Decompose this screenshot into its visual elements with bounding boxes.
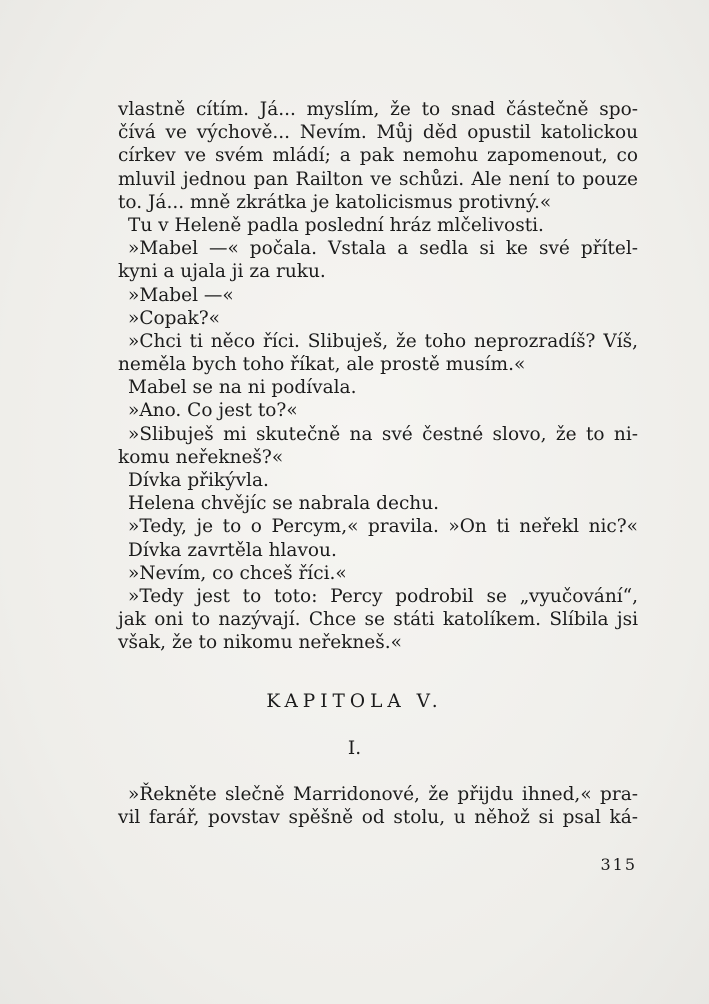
text-line: vil farář, povstav spěšně od stolu, u něhož si psal ká- [118, 807, 638, 829]
text-line: »Tedy, je to o Percym,« pravila. »On ti neřekl nic?« [128, 516, 638, 538]
text-line: to. Já... mně zkrátka je katolicismus protivný.« [118, 191, 552, 213]
chapter-text [118, 783, 638, 829]
text-line: neměla bych toho říkat, ale prostě musím.« [118, 354, 526, 376]
text-line: církev ve svém mládí; a pak nemohu zapomenout, co [118, 145, 638, 167]
chapter-heading: KAPITOLA V. [266, 691, 443, 712]
text-line: komu neřekneš?« [118, 446, 284, 468]
body-text [118, 98, 638, 655]
text-line: »Slibuješ mi skutečně na své čestné slovo, že to ni- [128, 423, 638, 445]
text-line: jak oni to nazývají. Chce se státi katolíkem. Slíbila jsi [118, 609, 638, 631]
text-line: Mabel se na ni podívala. [128, 377, 357, 399]
text-line: »Řekněte slečně Marridonové, že přijdu ihned,« pra- [128, 784, 638, 805]
page-number: 315 [600, 855, 637, 874]
text-line: vlastně cítím. Já... myslím, že to snad částečně spo- [118, 99, 638, 120]
text-line: Dívka přikývla. [128, 470, 269, 491]
text-line: kyni a ujala ji za ruku. [118, 261, 326, 283]
text-line: mluvil jednou pan Railton ve schůzi. Ale není to pouze [118, 168, 638, 190]
text-line: Tu v Heleně padla poslední hráz mlčelivosti. [128, 214, 544, 236]
text-line: »Mabel —« počala. Vstala a sedla si ke své přítel- [128, 238, 638, 260]
text-line: Helena chvějíc se nabrala dechu. [128, 493, 440, 515]
text-line: Dívka zavrtěla hlavou. [128, 539, 337, 561]
text-line: však, že to nikomu neřekneš.« [118, 632, 402, 654]
section-number: I. [347, 738, 362, 759]
text-line: »Mabel —« [128, 284, 234, 306]
text-line: »Nevím, co chceš říci.« [128, 562, 347, 584]
text-line: »Tedy jest to toto: Percy podrobil se „vyučování“, [128, 585, 638, 607]
text-line: čívá ve výchově... Nevím. Můj děd opustil katolickou [118, 122, 638, 144]
text-line: »Chci ti něco říci. Slibuješ, že toho neprozradíš? Víš, [128, 330, 638, 352]
text-line: »Copak?« [128, 307, 220, 329]
text-line: »Ano. Co jest to?« [128, 400, 298, 422]
